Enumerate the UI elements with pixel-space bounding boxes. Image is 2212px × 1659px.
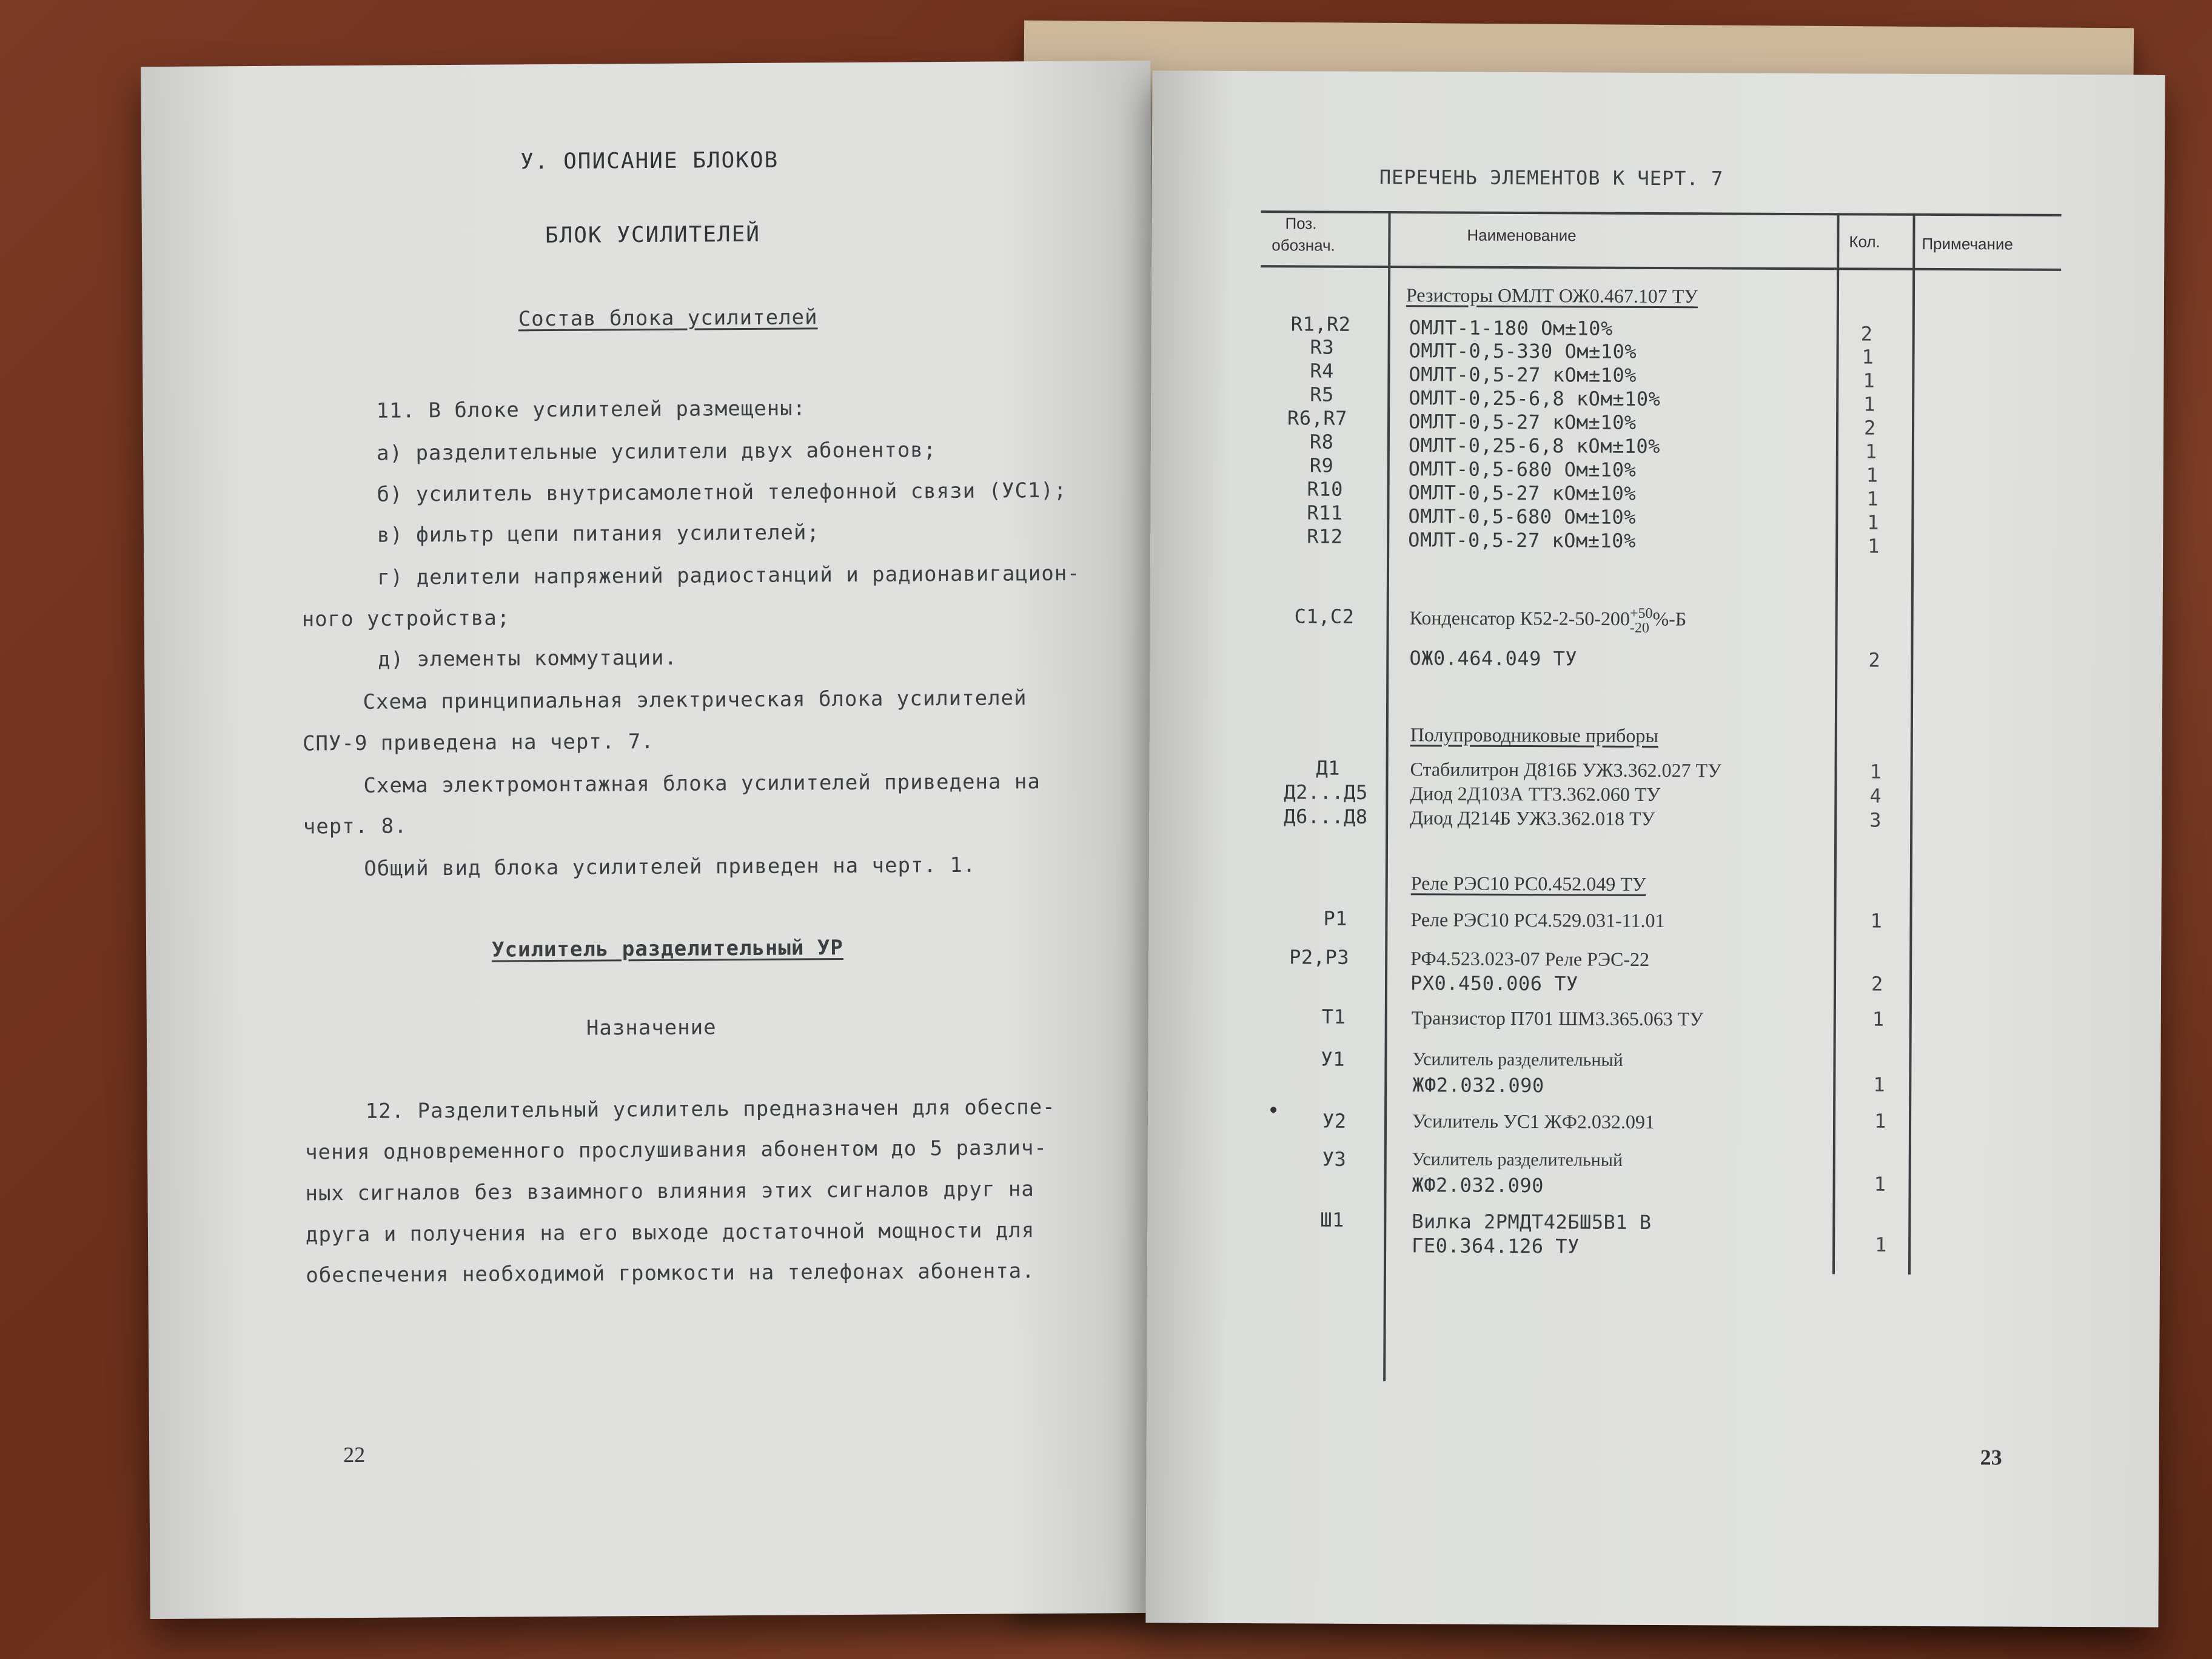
- page-number-right: 23: [1980, 1445, 2002, 1470]
- row-qty: 1: [1875, 1233, 1887, 1256]
- table-col-rule: [1832, 213, 1840, 1274]
- row-name: Диод 2Д103А ТТ3.362.060 ТУ: [1410, 782, 1661, 806]
- paragraph-line: Общий вид блока усилителей приведен на черт. 1.: [364, 853, 976, 881]
- paragraph-line: ного устройства;: [301, 606, 511, 632]
- row-pos: R12: [1307, 525, 1343, 548]
- row-qty: 2: [1871, 972, 1883, 996]
- subsection-title: Состав блока усилителей: [518, 305, 818, 332]
- capacitor-name-prefix: Конденсатор К52-2-50-200: [1409, 606, 1631, 630]
- row-name: ОМЛТ-0,5-680 Ом±10%: [1408, 504, 1637, 529]
- table-col-rule: [1383, 211, 1390, 1381]
- row-pos: R5: [1310, 383, 1334, 406]
- row-pos: R10: [1307, 477, 1343, 501]
- row-qty: 1: [1862, 345, 1874, 369]
- row-name-line1: Усилитель разделительный: [1412, 1149, 1623, 1170]
- row-qty: 1: [1863, 369, 1875, 392]
- row-qty: 1: [1873, 1073, 1885, 1096]
- purpose-line: обеспечения необходимой громкости на телефонах абонента.: [306, 1259, 1035, 1288]
- row-qty: 1: [1865, 440, 1877, 463]
- row-name: ОМЛТ-1-180 Ом±10%: [1409, 316, 1613, 340]
- capacitor-name-line2: ОЖ0.464.049 ТУ: [1409, 646, 1578, 671]
- purpose-line: 12. Разделительный усилитель предназначен для обеспе-: [365, 1094, 1056, 1124]
- page-number-left: 22: [343, 1442, 366, 1467]
- row-qty: 1: [1872, 1007, 1885, 1031]
- row-name: ОМЛТ-0,5-27 кОм±10%: [1409, 363, 1637, 387]
- paragraph-line: Схема электромонтажная блока усилителей приведена на: [363, 769, 1041, 798]
- table-header-rule: [1261, 265, 2061, 271]
- row-pos: R1,R2: [1290, 312, 1351, 336]
- row-qty: 1: [1867, 511, 1879, 534]
- row-pos: R3: [1310, 335, 1335, 359]
- row-pos: Д2...Д5: [1284, 780, 1368, 804]
- row-pos: R6,R7: [1287, 406, 1348, 430]
- capacitor-name: [1410, 605, 1687, 635]
- row-qty: 1: [1874, 1109, 1886, 1133]
- row-qty: 1: [1866, 463, 1879, 487]
- row-name: ОМЛТ-0,5-27 кОм±10%: [1408, 481, 1637, 505]
- row-name: ОМЛТ-0,5-27 кОм±10%: [1408, 528, 1636, 552]
- header-name: Наименование: [1467, 226, 1577, 245]
- row-pos: Д6...Д8: [1284, 805, 1368, 828]
- row-name-line2: РХ0.450.006 ТУ: [1410, 971, 1578, 996]
- row-name: Диод Д214Б УЖ3.362.018 ТУ: [1410, 806, 1655, 830]
- row-qty: 2: [1860, 322, 1873, 346]
- table-top-rule: [1261, 210, 2062, 216]
- row-qty: 1: [1863, 392, 1875, 416]
- paragraph-line: СПУ-9 приведена на черт. 7.: [302, 729, 654, 756]
- row-pos: Т1: [1321, 1005, 1346, 1028]
- header-qty: Кол.: [1849, 232, 1880, 251]
- group-header-semis: Полупроводниковые приборы: [1410, 723, 1658, 747]
- row-pos: Р1: [1323, 907, 1348, 930]
- purpose-title: Назначение: [586, 1015, 717, 1041]
- header-note: Примечание: [1922, 234, 2013, 253]
- row-qty: 2: [1868, 648, 1880, 672]
- purpose-line: друга и получения на его выходе достаточной мощности для: [305, 1218, 1035, 1247]
- table-title: ПЕРЕЧЕНЬ ЭЛЕМЕНТОВ К ЧЕРТ. 7: [1379, 166, 1724, 190]
- row-qty: 3: [1869, 808, 1882, 832]
- table-col-rule: [1908, 213, 1915, 1275]
- paragraph-line: д) элементы коммутации.: [378, 645, 678, 672]
- purpose-line: ных сигналов без взаимного влияния этих сигналов друг на: [305, 1177, 1034, 1206]
- row-name-line2: ГЕ0.364.126 ТУ: [1412, 1234, 1580, 1258]
- row-qty: 4: [1869, 784, 1882, 808]
- row-pos: У2: [1322, 1109, 1347, 1133]
- header-pos-1: Поз.: [1285, 214, 1317, 233]
- row-pos: R9: [1309, 454, 1334, 477]
- row-name: ОМЛТ-0,25-6,8 кОм±10%: [1408, 434, 1661, 458]
- row-qty: 1: [1874, 1172, 1886, 1196]
- right-page: [1145, 70, 2165, 1627]
- paragraph-line: в) фильтр цепи питания усилителей;: [377, 520, 820, 548]
- paragraph-line: г) делители напряжений радиостанций и радионавигацион-: [377, 561, 1081, 590]
- row-name-line1: РФ4.523.023-07 Реле РЭС-22: [1410, 947, 1650, 970]
- row-qty: 1: [1868, 534, 1880, 558]
- header-pos-2: обознач.: [1272, 236, 1335, 255]
- section-title: У. ОПИСАНИЕ БЛОКОВ: [520, 147, 779, 175]
- row-pos: R11: [1307, 501, 1343, 525]
- row-name: Усилитель УС1 ЖФ2.032.091: [1412, 1110, 1655, 1133]
- capacitor-name-suffix: %-Б: [1652, 608, 1687, 630]
- row-qty: 1: [1866, 487, 1879, 511]
- row-name: Транзистор П701 ШМ3.365.063 ТУ: [1411, 1007, 1704, 1030]
- paragraph-line: а) разделительные усилители двух абонентов;: [376, 438, 937, 466]
- row-name: ОМЛТ-0,5-27 кОм±10%: [1408, 410, 1637, 434]
- capacitor-tol-minus: -20: [1629, 620, 1649, 636]
- capacitor-tol-plus: +50: [1629, 605, 1653, 622]
- paragraph-line: Схема принципиальная электрическая блока усилителей: [363, 686, 1027, 714]
- group-header-relays: Реле РЭС10 РС0.452.049 ТУ: [1410, 872, 1646, 895]
- row-pos: C1,C2: [1294, 605, 1355, 628]
- row-pos: У1: [1321, 1047, 1346, 1071]
- row-name: Реле РЭС10 РС4.529.031-11.01: [1410, 908, 1665, 932]
- row-qty: 1: [1869, 760, 1882, 783]
- paragraph-line: черт. 8.: [303, 814, 407, 839]
- row-qty: 2: [1863, 416, 1876, 440]
- amplifier-title: Усилитель разделительный УР: [491, 936, 843, 962]
- row-pos: У3: [1322, 1147, 1347, 1171]
- ink-dot: [1270, 1107, 1276, 1113]
- row-name: ОМЛТ-0,5-330 Ом±10%: [1409, 339, 1637, 363]
- left-page: [141, 61, 1160, 1619]
- row-pos: R8: [1309, 430, 1334, 454]
- block-title: БЛОК УСИЛИТЕЛЕЙ: [545, 221, 761, 249]
- paragraph-line: 11. В блоке усилителей размещены:: [376, 396, 806, 423]
- row-name-line2: ЖФ2.032.090: [1412, 1073, 1544, 1098]
- row-pos: Р2,Р3: [1289, 945, 1350, 969]
- row-name: ОМЛТ-0,25-6,8 кОм±10%: [1409, 386, 1661, 411]
- purpose-line: чения одновременного прослушивания абонентом до 5 различ-: [305, 1136, 1048, 1165]
- paragraph-line: б) усилитель внутрисамолетной телефонной связи (УС1);: [377, 478, 1067, 507]
- row-pos: R4: [1310, 359, 1335, 383]
- row-qty: 1: [1870, 909, 1882, 933]
- row-pos: Ш1: [1320, 1208, 1344, 1232]
- row-pos: Д1: [1316, 756, 1341, 780]
- row-name-line1: Вилка 2РМДТ42БШ5В1 В: [1412, 1210, 1652, 1234]
- row-name-line2: ЖФ2.032.090: [1412, 1173, 1544, 1198]
- row-name: Стабилитрон Д816Б УЖ3.362.027 ТУ: [1410, 758, 1721, 782]
- row-name-line1: Усилитель разделительный: [1412, 1049, 1623, 1070]
- row-name: ОМЛТ-0,5-680 Ом±10%: [1408, 457, 1637, 481]
- group-header-resistors: Резисторы ОМЛТ ОЖ0.467.107 ТУ: [1406, 284, 1698, 307]
